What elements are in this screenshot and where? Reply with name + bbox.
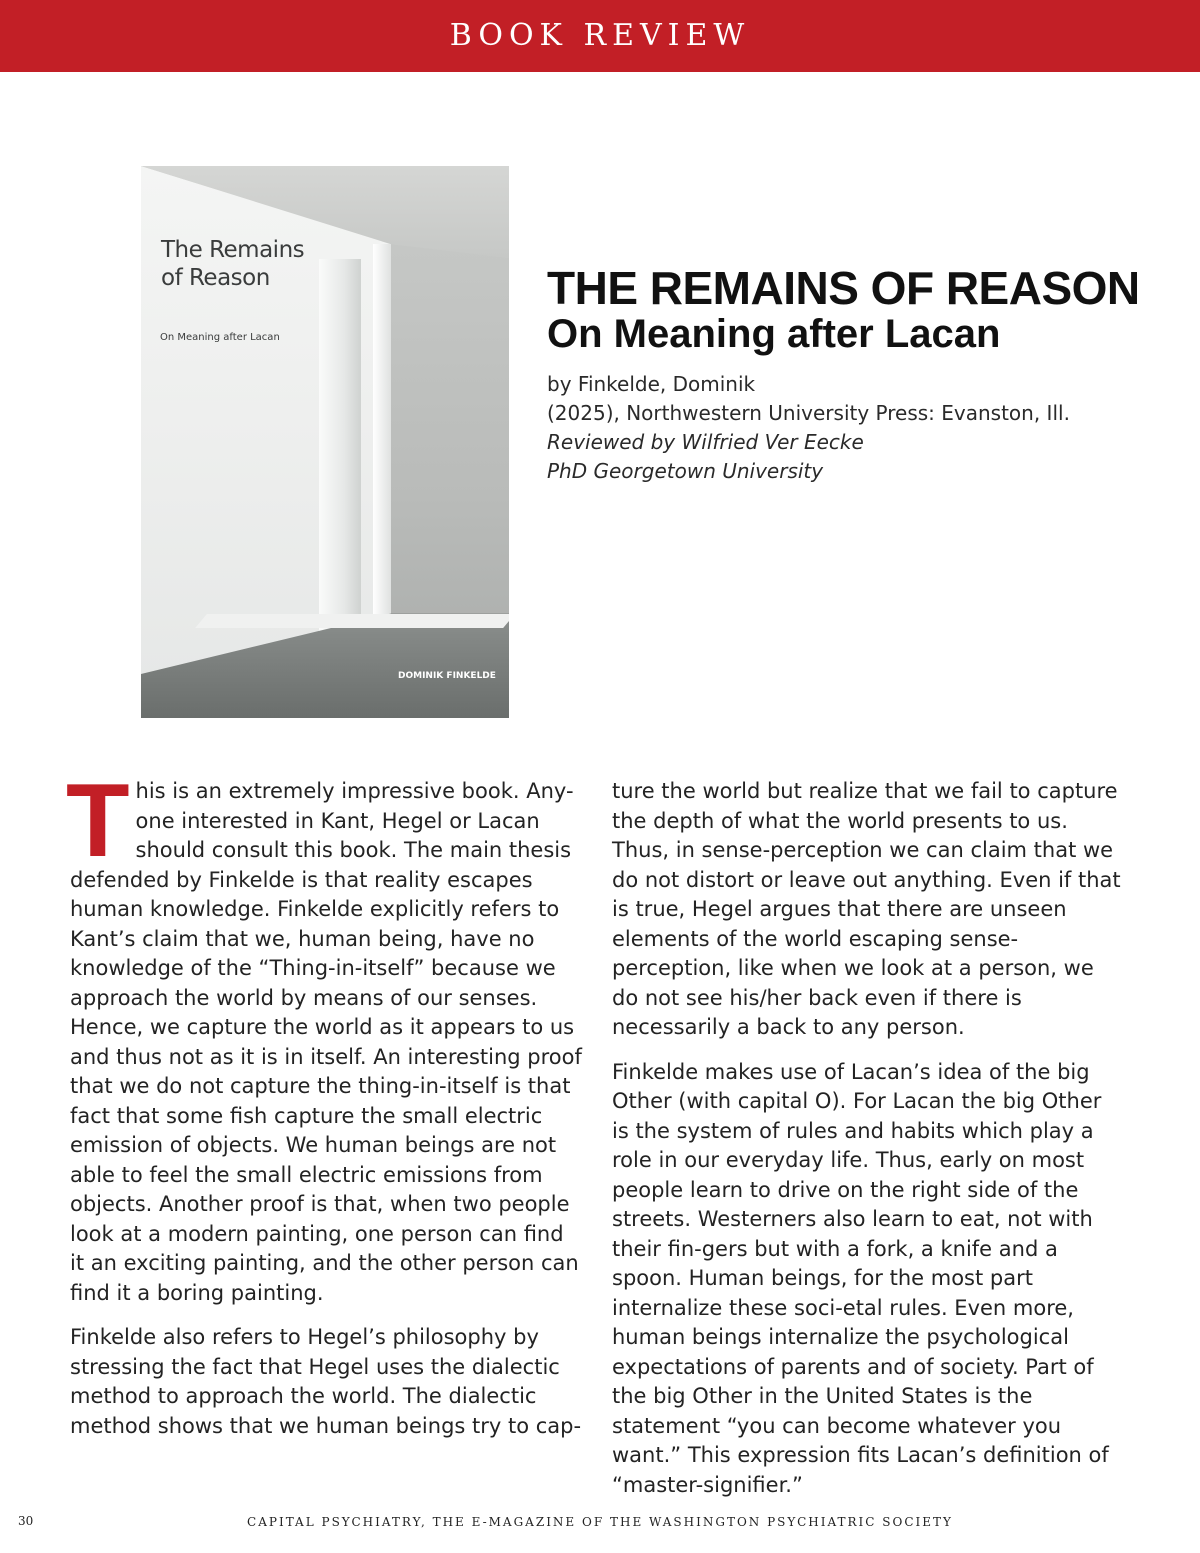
reviewer-affiliation: PhD Georgetown University	[547, 459, 824, 483]
drop-cap: T	[66, 763, 130, 879]
paragraph: Finkelde also refers to Hegel’s philosophy by stressing the fact that Hegel uses the dialectic method to approach the world. The dialectic method shows that we human beings try to cap-	[70, 1325, 582, 1438]
paragraph: ture the world but realize that we fail to capture the depth of what the world presents to us. Thus, in sense-perception we can claim that we do not distort or leave out anything. Even if that is true, Hegel argues that there are unseen elements of the world escaping sense-perception, like when we look at a person, we do not see his/her back even if there is necessarily a back to any person.	[612, 779, 1121, 1039]
paragraph: Finkelde makes use of Lacan’s idea of the big Other (with capital O). For Lacan the big Other is the system of rules and habits which play a role in our everyday life. Thus, early on most people learn to drive on the right side of the streets. Westerners also learn to eat, not with their fin-gers but with a fork, a knife and a spoon. Human beings, for the most part internalize these soci-etal rules. Even more, human beings internalize the psychological expectations of parents and of society. Part of the big Other in the United States is the statement “you can become whatever you want.” This expression fits Lacan’s definition of “master-signifier.”	[612, 1059, 1109, 1497]
body-column-left	[66, 763, 582, 1456]
cover-subtitle: On Meaning after Lacan	[160, 332, 280, 343]
paragraph: This is an extremely impressive book. Any-one interested in Kant, Hegel or Lacan should consult this book. The main thesis defended by Finkelde is that reality escapes human knowledge. Finkelde explicitly refers to Kant’s claim that we, human being, have no knowledge of the “Thing-in-itself” because we approach the world by means of our senses. Hence, we capture the world as it appears to us and thus not as it is in itself. An interesting proof that we do not capture the thing-in-itself is that fact that some fish capture the small electric emission of objects. We human beings are not able to feel the small electric emissions from objects. Another proof is that, when two people look at a modern painting, one person can find it an exciting painting, and the other person can find it a boring painting.	[66, 763, 582, 1305]
cover-author: DOMINIK FINKELDE	[398, 671, 496, 681]
book-subtitle: On Meaning after Lacan	[547, 312, 1001, 356]
page-footer	[0, 1514, 1200, 1534]
author-line: by Finkelde, Dominik	[547, 372, 756, 396]
publication-name: CAPITAL PSYCHIATRY, THE E-MAGAZINE OF THE WASHINGTON PSYCHIATRIC SOCIETY	[247, 1515, 953, 1529]
reviewer-line: Reviewed by Wilfried Ver Eecke	[547, 430, 864, 454]
section-banner	[0, 0, 1200, 72]
publication-line: (2025), Northwestern University Press: Evanston, Ill.	[547, 401, 1070, 425]
book-title: THE REMAINS OF REASON	[547, 262, 1140, 314]
cover-title: The Remains of Reason	[161, 237, 305, 291]
book-meta	[547, 370, 1167, 486]
page-number: 30	[18, 1514, 34, 1528]
banner-label: BOOK REVIEW	[449, 18, 751, 53]
body-column-right	[612, 777, 1124, 1515]
book-cover-image	[141, 166, 509, 718]
review-header	[547, 264, 1167, 486]
